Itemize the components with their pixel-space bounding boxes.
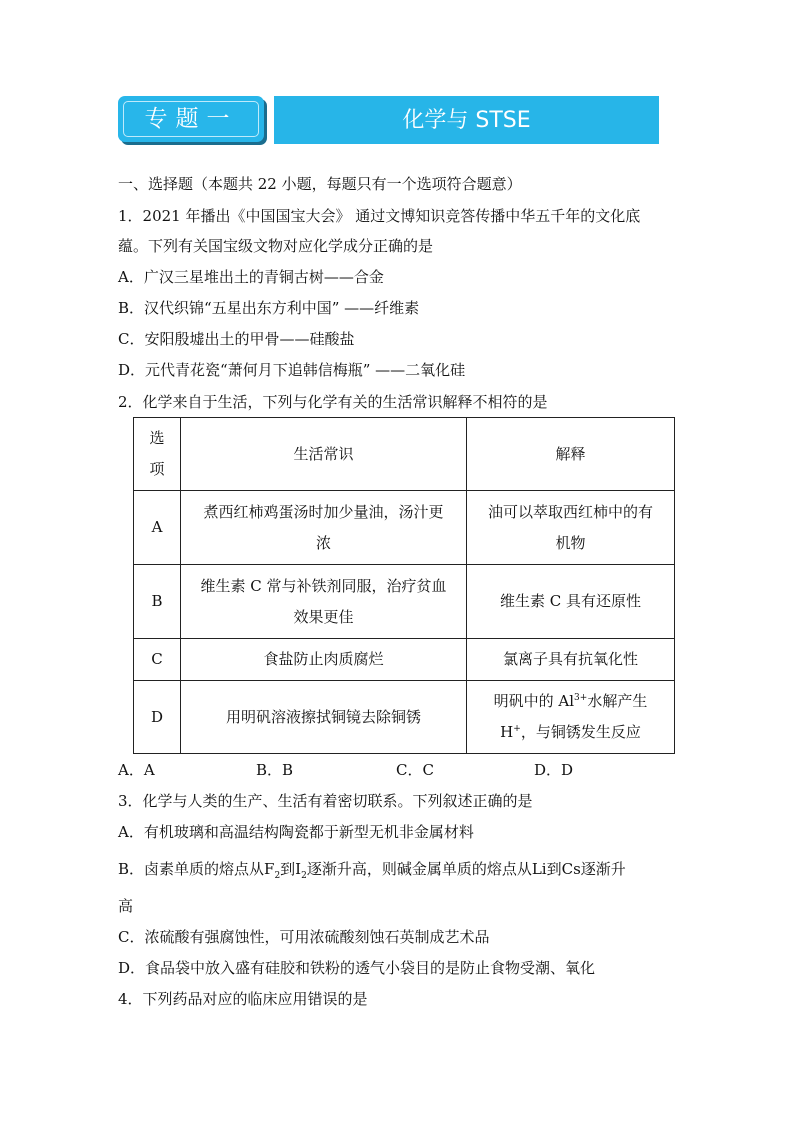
question-1-option-a: A．广汉三星堆出土的青铜古树——合金	[118, 268, 384, 286]
question-1-stem-line-2: 蕴。下列有关国宝级文物对应化学成分正确的是	[118, 237, 434, 255]
row-life-knowledge: 煮西红柿鸡蛋汤时加少量油，汤汁更 浓	[181, 491, 467, 565]
row-explanation: 维生素 C 具有还原性	[467, 565, 675, 639]
answer-option-d: D．D	[534, 761, 574, 779]
table-row	[134, 491, 675, 565]
question-2-table	[133, 417, 675, 754]
row-explanation: 氯离子具有抗氧化性	[467, 639, 675, 681]
question-3-option-d: D．食品袋中放入盛有硅胶和铁粉的透气小袋目的是防止食物受潮、氧化	[118, 959, 596, 977]
row-explanation: 油可以萃取西红柿中的有 机物	[467, 491, 675, 565]
header-life-knowledge: 生活常识	[181, 418, 467, 491]
question-1-stem-line-1: 1．2021 年播出《中国国宝大会》 通过文博知识竞答传播中华五千年的文化底	[118, 207, 641, 225]
table-header-row	[134, 418, 675, 491]
row-life-knowledge: 用明矾溶液擦拭铜镜去除铜锈	[181, 681, 467, 754]
question-1-option-d: D．元代青花瓷“萧何月下追韩信梅瓶” ——二氧化硅	[118, 361, 466, 379]
row-option: A	[134, 491, 181, 565]
question-3-stem: 3．化学与人类的生产、生活有着密切联系。下列叙述正确的是	[118, 792, 533, 810]
question-3-option-c: C．浓硫酸有强腐蚀性，可用浓硫酸刻蚀石英制成艺术品	[118, 928, 490, 946]
header-explanation: 解释	[467, 418, 675, 491]
answer-option-a: A．A	[118, 761, 155, 779]
header-option: 选 项	[134, 418, 181, 491]
chapter-number: 专题一	[144, 106, 238, 132]
table-row	[134, 681, 675, 754]
row-explanation: 明矾中的 $Al^{3+}$水解产生 H+，与铜锈发生反应	[467, 681, 675, 754]
question-1-option-b: B．汉代织锦“五星出东方利中国” ——纤维素	[118, 299, 420, 317]
question-2-stem: 2．化学来自于生活，下列与化学有关的生活常识解释不相符的是	[118, 393, 548, 411]
row-option: D	[134, 681, 181, 754]
question-2-answers	[118, 760, 618, 780]
table-row	[134, 639, 675, 681]
title-bar	[274, 96, 659, 144]
question-4-stem: 4．下列药品对应的临床应用错误的是	[118, 990, 368, 1008]
chapter-header	[118, 96, 659, 144]
question-3-option-b: B．卤素单质的熔点从$F_2$到$I_2$逐渐升高，则碱金属单质的熔点从Li到Cs逐渐升	[118, 860, 626, 881]
chapter-badge	[118, 96, 264, 142]
row-option: C	[134, 639, 181, 681]
question-1-option-c: C．安阳殷墟出土的甲骨——硅酸盐	[118, 330, 355, 348]
question-3-option-b-continued: 高	[118, 897, 134, 915]
answer-option-c: C．C	[396, 761, 434, 779]
table-row	[134, 565, 675, 639]
row-life-knowledge: 食盐防止肉质腐烂	[181, 639, 467, 681]
row-option: B	[134, 565, 181, 639]
row-life-knowledge: 维生素 C 常与补铁剂同服，治疗贫血 效果更佳	[181, 565, 467, 639]
answer-option-b: B．B	[256, 761, 294, 779]
chapter-title: 化学与 STSE	[402, 108, 531, 133]
question-3-option-a: A．有机玻璃和高温结构陶瓷都于新型无机非金属材料	[118, 823, 474, 841]
section-heading: 一、选择题（本题共 22 小题，每题只有一个选项符合题意）	[118, 175, 522, 193]
